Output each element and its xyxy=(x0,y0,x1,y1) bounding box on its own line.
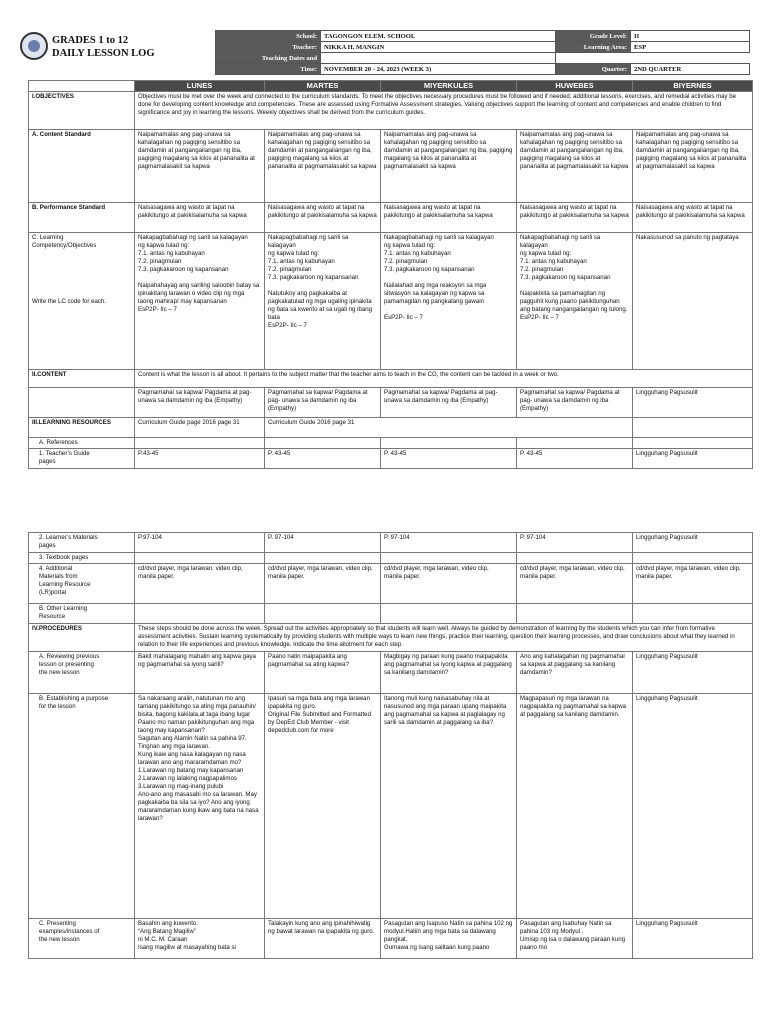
performance-standard-cell: Naisasagawa ang wasto at tapat na pakikitungo at pakikisalamuha sa kapwa xyxy=(135,203,265,233)
objectives-label: I.OBJECTIVES xyxy=(29,92,135,130)
learning-area-value: ESP xyxy=(631,42,750,53)
review-cell: Bakit mahalagang mahalin ang kapwa gaya ng pagmamahal sa iyong sarili? xyxy=(135,652,265,694)
day-header-martes: MARTES xyxy=(265,81,381,92)
time-value: NOVEMBER 20 - 24, 2023 (WEEK 3) xyxy=(321,64,556,75)
purpose-label: B. Establishing a purpose for the lesson xyxy=(29,694,135,919)
learners-materials-cell: Lingguhang Pagsusulit xyxy=(633,533,753,553)
references-label: A. References xyxy=(29,438,135,449)
content-label: II.CONTENT xyxy=(29,370,135,388)
info-row xyxy=(216,64,750,75)
teaching-dates-label: Teaching Dates and xyxy=(216,53,321,64)
document-title xyxy=(52,34,155,60)
purpose-cell: Ipasuri sa mga bata ang mga larawan ipapakita ng guro. Original File Submitted and Formatted by DepEd Club Member - visit depedclub.com for more xyxy=(265,694,381,919)
purpose-cell: Magpapasuri ng mga larawan na nagpapakita ng pagmamahal sa kapwa at paggalang sa kanilang damdamin. xyxy=(517,694,633,919)
competency-cell: Nakapagbabahagi ng sarili sa kalagayan ng kapwa tulad ng: 7.1. antas ng kabuhayan 7.2. pinagmulan 7.3. pagkakaroon ng kapansanan Natutukoy ang pagkakaiba at pagkakatulad ng mga ugaling ipinakita ng bata sa kwento at sa ugali ng ibang bata EsP2P- IIc – 7 xyxy=(265,233,381,370)
teachers-guide-cell: P. 43-45 xyxy=(517,449,633,469)
teachers-guide-cell: P.43-45 xyxy=(135,449,265,469)
performance-standard-cell: Naisasagawa ang wasto at tapat na pakikitungo at pakikisalamuha sa kapwa xyxy=(517,203,633,233)
content-row xyxy=(29,370,753,388)
info-row xyxy=(216,42,750,53)
purpose-cell: Sa nakaraang aralin, natutunan mo ang tamang pakikitungo sa ating mga panauhin/ bisita, bagong kakilala,at taga ibang lugar Paano mo naman pakikitunguhan ang mga taong may kapansanan? Sagutan ang Alamin Natin sa pahina 97. Tingnan ang mga larawan. Kung ikaw ang nasa kalagayan ng nasa larawan ano ang mararamdaman mo? 1.Larawan ng batang may kapansanan 2.Larawan ng lalaking nagpapalimos 3.Larawan ng mag-inang pulubi Ano-ano ang masasabi mo sa larawan. May pagkakaiba ba sila sa iyo? Ano ang iyong mararamdaman kung ikaw ang bata na nasa larawan? xyxy=(135,694,265,919)
day-header-lunes: LUNES xyxy=(135,81,265,92)
content-standard-cell: Naipamamalas ang pag-unawa sa kahalagahan ng pagiging sensitibo sa damdamin at pangangailangan ng iba, pagiging magalang sa kilos at pananalita at pagmamalasakit sa kapwa xyxy=(135,130,265,203)
blank-cell xyxy=(135,553,265,564)
additional-materials-cell: cd/dvd player, mga larawan, video clip, manila paper. xyxy=(135,564,265,604)
quarter-label: Quarter: xyxy=(556,64,631,75)
day-header-row xyxy=(29,81,753,92)
additional-materials-cell: cd/dvd player, mga larawan, video clip, manila paper. xyxy=(265,564,381,604)
header-info-table xyxy=(215,30,750,75)
review-cell: Magbigay ng paraan kung paano maipapakita ang pagmamahal sa iyong kapwa at paggalang sa kanilang damdamin? xyxy=(381,652,517,694)
teachers-guide-label: 1. Teacher’s Guide pages xyxy=(29,449,135,469)
procedures-row xyxy=(29,624,753,652)
learning-resources-text-2: Curriculum Guide 2016 page 31 xyxy=(265,418,633,438)
teaching-dates-value xyxy=(321,53,556,64)
review-cell: Paano natin maipapakita ang pagmamahal sa ating kapwa? xyxy=(265,652,381,694)
blank-cell xyxy=(381,553,517,564)
blank-cell xyxy=(135,438,265,449)
competency-cell: Nakapagbabahagi ng sarili sa kalagayan ng kapwa tulad ng: 7.1. antas ng kabuhayan 7.2. pinagmulan 7.3. pagkakaroon ng kapansanan Nailalahad ang mga reaksyon sa mga sitwasyon sa kalagayan ng kapwa sa pamamagitan ng pangkatang gawain EsP2P- IIc – 7 xyxy=(381,233,517,370)
learning-resources-text: Curriculum Guide page 2016 page 31 xyxy=(135,418,265,438)
teachers-guide-row xyxy=(29,449,753,469)
purpose-cell: Itanong muli kung naisasabuhay nila at nasusunod ang mga paraan upang maipakita ang pagmamahal sa kapwa at paglalagay ng sarili sa damdamin at paggalang sa iba? xyxy=(381,694,517,919)
blank-cell xyxy=(517,438,633,449)
presenting-label: C. Presenting examples/instances of the new lesson xyxy=(29,919,135,959)
review-cell: Ano ang kahalagahan ng pagmamahal sa kapwa at paggalang sa kanilang damdamin? xyxy=(517,652,633,694)
presenting-cell: Pasagutan ang Isabuhay Natin sa pahina 103 ng Modyul . Umisip ng isa o dalawang paraan kung paano mo xyxy=(517,919,633,959)
procedures-label: IV.PROCEDURES xyxy=(29,624,135,652)
teacher-value: NIKKA H. MANGIN xyxy=(321,42,556,53)
additional-materials-cell: cd/dvd player, mga larawan, video clip, manila paper. xyxy=(633,564,753,604)
presenting-cell: Pasagutan ang Isapuso Natin sa pahina 102 ng modyul.Hatiin ang mga bata sa dalawang pangkat. Gumawa ng isang salitaan kung paano xyxy=(381,919,517,959)
school-label: School: xyxy=(216,31,321,42)
title-line-1: GRADES 1 to 12 xyxy=(52,35,129,46)
textbook-row xyxy=(29,553,753,564)
textbook-label: 3. Textbook pages xyxy=(29,553,135,564)
learning-area-label: Learning Area: xyxy=(556,42,631,53)
additional-materials-cell: cd/dvd player, mga larawan, video clip, manila paper. xyxy=(517,564,633,604)
blank-cell xyxy=(265,438,381,449)
grade-level-value: II xyxy=(631,31,750,42)
presenting-row xyxy=(29,919,753,959)
blank-cell xyxy=(633,418,753,438)
teachers-guide-cell: P. 43-45 xyxy=(381,449,517,469)
info-row xyxy=(216,31,750,42)
performance-standard-cell: Naisasagawa ang wasto at tapat na pakikitungo at pakikisalamuha sa kapwa xyxy=(265,203,381,233)
info-row xyxy=(216,53,750,64)
competency-cell: Nakapagbabahagi ng sarili sa kalagayan ng kapwa tulad ng: 7.1. antas ng kabuhayan 7.2. pinagmulan 7.3. pagkakaroon ng kapansanan Naipahahayag ang sariling saloobin batay sa ipinakitang larawan o video clip ng mga taong mahirap/ may kapansanan EsP2P- IIc – 7 xyxy=(135,233,265,370)
blank-cell xyxy=(265,604,381,624)
blank-cell xyxy=(633,553,753,564)
learners-materials-row xyxy=(29,533,753,553)
teacher-label: Teacher: xyxy=(216,42,321,53)
objectives-row xyxy=(29,92,753,130)
blank-cell xyxy=(135,604,265,624)
purpose-cell: Lingguhang Pagsusulit xyxy=(633,694,753,919)
day-header-biyernes: BIYERNES xyxy=(633,81,753,92)
performance-standard-label: B. Performance Standard xyxy=(29,203,135,233)
competency-label: C. Learning Competency/Objectives Write the LC code for each. xyxy=(29,233,135,370)
learning-resources-label: III.LEARNING RESOURCES xyxy=(29,418,135,438)
presenting-cell: Lingguhang Pagsusulit xyxy=(633,919,753,959)
content-standard-row xyxy=(29,130,753,203)
grade-level-label: Grade Level: xyxy=(556,31,631,42)
performance-standard-cell: Naisasagawa ang wasto at tapat na pakikitungo at pakikisalamuha sa kapwa xyxy=(381,203,517,233)
corner-cell xyxy=(29,81,135,92)
quarter-value: 2ND QUARTER xyxy=(631,64,750,75)
review-label: A. Reviewing previous lesson or presenting the new lesson xyxy=(29,652,135,694)
blank-cell xyxy=(631,53,750,64)
content-text: Content is what the lesson is all about. It pertains to the subject matter that the teacher aims to teach in the CG, the content can be tackled in a week or two. xyxy=(135,370,753,388)
objectives-text: Objectives must be met over the week and connected to the curriculum standards. To meet the objectives necessary procedures must be followed and if needed, additional lessons, exercises, and remedial activities may be done for developing content knowledge and competencies. These are assessed using Formative Assessment strategies. Valuing objectives support the learning of content and competencies and enable children to find significance and joy in learning the lessons. Weekly objectives shall be derived from the curriculum guides. xyxy=(135,92,753,130)
day-header-huwebes: HUWEBES xyxy=(517,81,633,92)
blank-cell xyxy=(265,553,381,564)
review-row xyxy=(29,652,753,694)
content-standard-cell: Naipamamalas ang pag-unawa sa kahalagahan ng pagiging sensitibo sa damdamin at pangangailangan ng iba, pagiging magalang sa kilos at pananalita at pagmamalasakit sa kapwa xyxy=(265,130,381,203)
learners-materials-label: 2. Learner’s Materials pages xyxy=(29,533,135,553)
competency-cell: Nakasusunod sa panuto ng pagtataya xyxy=(633,233,753,370)
additional-materials-row xyxy=(29,564,753,604)
learners-materials-cell: P. 97-104 xyxy=(517,533,633,553)
learners-materials-cell: P. 97-104 xyxy=(381,533,517,553)
additional-materials-cell: cd/dvd player, mga larawan, video clip, manila paper. xyxy=(381,564,517,604)
blank-cell xyxy=(517,604,633,624)
blank-cell xyxy=(556,53,631,64)
teachers-guide-cell: Lingguhang Pagsusulit xyxy=(633,449,753,469)
school-value: TAGONGON ELEM. SCHOOL xyxy=(321,31,556,42)
presenting-cell: Talakayin kung ano ang ipinahihiwatig ng bawat larawan na ipapakita ng guro. xyxy=(265,919,381,959)
content-topic-cell: Pagmamahal sa kapwa/ Pagdama at pag- unawa sa damdamin ng iba (Empathy) xyxy=(517,388,633,418)
procedures-text: These steps should be done across the week. Spread out the activities appropriately so that students will learn well. Always be guided by demonstration of learning by the students which you can infer from formative assessment activities. Sustain learning systematically by providing students with multiple ways to learn new things, practice their learning, question their learning processes, and draw conclusions about what they learned in relation to their life experiences and previous knowledge. Indicate the time allotment for each step. xyxy=(135,624,753,652)
blank-cell xyxy=(517,553,633,564)
review-cell: Lingguhang Pagsusulit xyxy=(633,652,753,694)
competency-cell: Nakapagbabahagi ng sarili sa kalagayan ng kapwa tulad ng: 7.1. antas ng kabuhayan 7.2. pinagmulan 7.3. pagkakaroon ng kapansanan Naipakikita sa pamamagitan ng pagguhit kung paano pakikitunguhan ang batang nangangailangan ng tulong. EsP2P- IIc – 7 xyxy=(517,233,633,370)
blank-cell xyxy=(633,438,753,449)
blank-cell xyxy=(381,604,517,624)
competency-row xyxy=(29,233,753,370)
other-resource-row xyxy=(29,604,753,624)
performance-standard-row xyxy=(29,203,753,233)
day-header-miyerkules: MIYERKULES xyxy=(381,81,517,92)
blank-cell xyxy=(381,438,517,449)
learners-materials-cell: P. 97-104 xyxy=(265,533,381,553)
content-standard-cell: Naipamamalas ang pag-unawa sa kahalagahan ng pagiging sensitibo sa damdamin at pangangailangan ng iba, pagiging magalang sa kilos at pananalita at pagmamalasakit sa kapwa xyxy=(381,130,517,203)
content-topic-cell: Pagmamahal sa kapwa/ Pagdama at pag- unawa sa damdamin ng iba (Empathy) xyxy=(135,388,265,418)
title-line-2: DAILY LESSON LOG xyxy=(52,48,155,59)
blank-cell xyxy=(29,388,135,418)
time-label: Time: xyxy=(216,64,321,75)
lesson-log-table-2 xyxy=(28,532,753,959)
blank-cell xyxy=(633,604,753,624)
performance-standard-cell: Naisasagawa ang wasto at tapat na pakikitungo at pakikisalamuha sa kapwa xyxy=(633,203,753,233)
other-resource-label: B. Other Learning Resource xyxy=(29,604,135,624)
references-row xyxy=(29,438,753,449)
content-standard-cell: Naipamamalas ang pag-unawa sa kahalagahan ng pagiging sensitibo sa damdamin at pangangailangan ng iba, pagiging magalang sa kilos at pananalita at pagmamalasakit sa kapwa xyxy=(633,130,753,203)
learning-resources-row xyxy=(29,418,753,438)
content-topic-cell: Pagmamahal sa kapwa/ Pagdama at pag- unawa sa damdamin ng iba (Empathy) xyxy=(381,388,517,418)
deped-seal-icon xyxy=(20,32,48,60)
teachers-guide-cell: P. 43-45 xyxy=(265,449,381,469)
purpose-row xyxy=(29,694,753,919)
presenting-cell: Basahin ang kuwento. “Ang Batang Magiliw” ni M.C. M. Caraan Isang magiliw at masayahing bata si xyxy=(135,919,265,959)
learners-materials-cell: P.97-104 xyxy=(135,533,265,553)
content-topic-cell: Lingguhang Pagsusulit xyxy=(633,388,753,418)
content-standard-label: A. Content Standard xyxy=(29,130,135,203)
additional-materials-label: 4. Additional Materials from Learning Resource (LR)portal xyxy=(29,564,135,604)
content-topic-cell: Pagmamahal sa kapwa/ Pagdama at pag- unawa sa damdamin ng iba (Empathy) xyxy=(265,388,381,418)
lesson-log-table-1 xyxy=(28,80,753,469)
content-standard-cell: Naipamamalas ang pag-unawa sa kahalagahan ng pagiging sensitibo sa damdamin at pangangailangan ng iba, pagiging magalang sa kilos at pananalita at pagmamalasakit sa kapwa xyxy=(517,130,633,203)
content-topic-row xyxy=(29,388,753,418)
